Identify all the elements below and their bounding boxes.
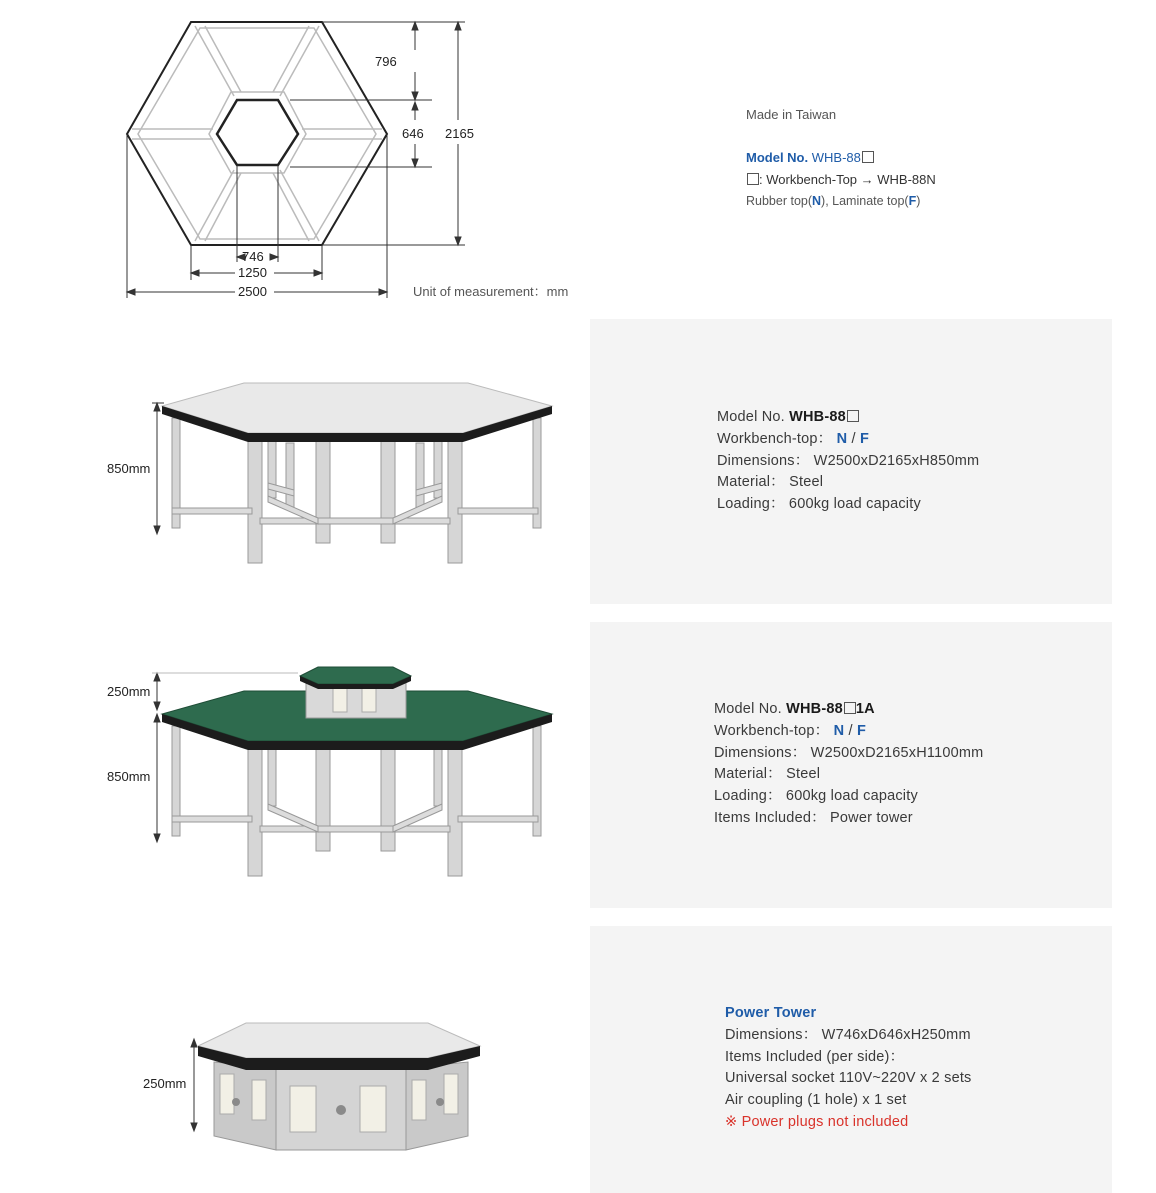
- power-tower-dimensions: Dimensions： W746xD646xH250mm: [725, 1026, 971, 1043]
- power-tower-height-label: 250mm: [143, 1076, 187, 1091]
- bench-tower-model-line: [714, 699, 983, 721]
- power-tower-socket: Universal socket 110V~220V x 2 sets: [725, 1070, 972, 1087]
- bench-top-f: F: [859, 430, 870, 447]
- bench-material: Material： Steel: [717, 474, 824, 491]
- dim-1250-label: 1250: [238, 265, 267, 280]
- rubber-mid: ), Laminate top(: [821, 194, 909, 208]
- placeholder-box-icon: [844, 702, 856, 714]
- bench-model-value: WHB-88: [789, 409, 846, 425]
- bench-model-label: Model No.: [717, 409, 790, 425]
- bench-top-sep: /: [847, 430, 860, 447]
- bench-tower-model-value: WHB-88: [786, 701, 843, 717]
- power-tower-items: Items Included (per side)：: [725, 1048, 905, 1065]
- bench-tower-top-f: F: [856, 722, 867, 739]
- placeholder-box-icon: [847, 410, 859, 422]
- bench-top-line: [717, 429, 979, 451]
- hexagon-dimension-drawing: [110, 10, 510, 310]
- power-tower-spec-text: [725, 1003, 972, 1134]
- placeholder-box-icon: [862, 151, 874, 163]
- power-tower-illustration: [186, 1018, 486, 1158]
- dim-746-label: 746: [242, 249, 264, 264]
- bench-loading: Loading： 600kg load capacity: [717, 496, 921, 513]
- intro-model-line: [746, 150, 874, 165]
- power-tower-note: ※ Power plugs not included: [725, 1113, 909, 1130]
- tower-height-label: 250mm: [107, 684, 151, 699]
- bench-model-line: [717, 407, 979, 429]
- bench-height-label: 850mm: [107, 461, 151, 476]
- dim-2165-label: 2165: [445, 126, 474, 141]
- laminate-code: F: [908, 194, 917, 208]
- bench-spec-text: [717, 407, 979, 516]
- bench-tower-loading: Loading： 600kg load capacity: [714, 788, 918, 805]
- rubber-code: N: [812, 194, 822, 208]
- dim-646-label: 646: [402, 126, 424, 141]
- bench-top-n: N: [836, 430, 848, 447]
- bench-dimensions: Dimensions： W2500xD2165xH850mm: [717, 452, 980, 469]
- rubber-prefix: Rubber top(: [746, 194, 813, 208]
- intro-model-label: Model No.: [746, 150, 809, 165]
- intro-top-options: [746, 194, 920, 208]
- bench-tower-spec-text: [714, 699, 983, 830]
- bench-tower-model-suffix: 1A: [855, 701, 875, 717]
- rubber-suffix: ): [916, 194, 921, 208]
- intro-model-value: WHB-88: [811, 150, 861, 165]
- dim-2500-label: 2500: [238, 284, 267, 299]
- bench-tower-model-label: Model No.: [714, 701, 787, 717]
- power-tower-title: Power Tower: [725, 1005, 817, 1021]
- bench-tower-top-line: [714, 721, 983, 743]
- bench-tower-top-sep: /: [844, 722, 857, 739]
- workbench-with-tower-illustration: [148, 664, 568, 884]
- bench-tower-top-label: Workbench-top：: [714, 722, 834, 739]
- bench-top-label: Workbench-top：: [717, 430, 837, 447]
- power-tower-air: Air coupling (1 hole) x 1 set: [725, 1092, 907, 1109]
- intro-top-line: [746, 172, 936, 187]
- bench-tower-dimensions: Dimensions： W2500xD2165xH1100mm: [714, 744, 984, 761]
- intro-top-text: : Workbench-Top → WHB-88N: [759, 172, 936, 187]
- workbench-illustration: [148, 378, 568, 578]
- bench-tower-height-label: 850mm: [107, 769, 151, 784]
- bench-tower-items: Items Included： Power tower: [714, 809, 913, 826]
- dim-796-label: 796: [375, 54, 397, 69]
- bench-tower-material: Material： Steel: [714, 766, 821, 783]
- bench-tower-top-n: N: [833, 722, 845, 739]
- made-in-taiwan: Made in Taiwan: [746, 107, 837, 122]
- placeholder-box-icon: [747, 173, 759, 185]
- unit-note: Unit of measurement：mm: [413, 284, 569, 299]
